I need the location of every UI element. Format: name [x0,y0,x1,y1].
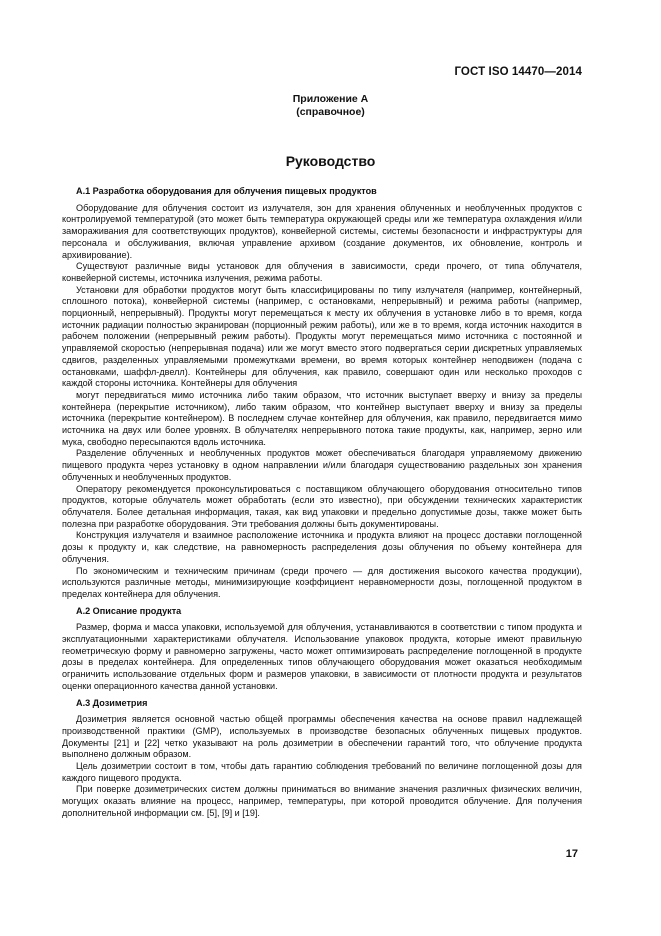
paragraph: Цель дозиметрии состоит в том, чтобы дать гарантию соблюдения требований по величине поглощенной дозы для каждого пищевого продукта. [62,761,582,783]
annex-note: (справочное) [296,106,365,118]
document-body [62,186,582,820]
paragraph: Оборудование для облучения состоит из излучателя, зон для хранения облученных и необлученных продуктов с контролируемой температурой (это может быть температура окружающей среды или же температура охлаждения и/или замораживания для соответствующих продуктов), конвейерной системы, системы безопасности и инфраструктуры для персонала и обслуживания, включая управление архивом (создание документов, их обновление, контроль и архивирование). [62,202,582,260]
paragraph: Установки для обработки продуктов могут быть классифицированы по типу излучателя (например, контейнерный, сплошного потока), конвейерной системы (например, с остановками, непрерывный) и режима работы (например, порционный, непрерывный). Продукты могут перемещаться к месту их облучения в установке либо в то время, когда источник радиации полностью экранирован (порционный режим работы), или же в то время, когда источник находится в рабочем положении (непрерывный режим работы). Продукты могут перемещаться мимо источника с постоянной и управляемой скоростью (непрерывная подача) или же могут вместо этого подвергаться серии дискретных управляемых сдвигов, разделенных управляемыми промежутками времени, во время которых контейнер неподвижен (подача с остановками, шаффл-двелл). Контейнеры для облучения, как правило, совершают один или несколько проходов с каждой стороны источника. Контейнеры для облучения [62,284,582,389]
paragraph: Размер, форма и масса упаковки, используемой для облучения, устанавливаются в соответствии с типом продукта и эксплуатационными характеристиками облучателя. Использование упаковок продукта, которые имеют правильную геометрическую форму и равномерно загружены, часто может оптимизировать распределение поглощенной в продукте дозы в пределах контейнера. Для определенных типов облучающего оборудования может оказаться необходимым ограничить использование отдельных форм и размеров упаковки, в зависимости от плотности продукта и результатов оценки операционного качества данной установки. [62,622,582,691]
page-number: 17 [565,848,578,860]
paragraph: Дозиметрия является основной частью общей программы обеспечения качества на основе правил надлежащей производственной практики (GMP), используемых в производстве безопасных облученных пищевых продуктов. Документы [21] и [22] четко указывают на роль дозиметрии в обеспечении гарантий того, что облучение продукта выполнено должным образом. [62,714,582,760]
paragraph: Существуют различные виды установок для облучения в зависимости, среди прочего, от типа облучателя, конвейерной системы, источника излучения, режима работы. [62,261,582,283]
paragraph: Разделение облученных и необлученных продуктов может обеспечиваться благодаря управляемому движению пищевого продукта через установку в одном направлении и/или благодаря существованию раздельных зон хранения облученных и необлученных продуктов. [62,448,582,482]
paragraph: При поверке дозиметрических систем должны приниматься во внимание значения различных физических величин, могущих оказать влияние на процесс, например, температуры, при которой проводится облучение. Для получения дополнительной информации см. [5], [9] и [19]. [62,784,582,818]
page-title: Руководство [285,153,376,169]
section-heading: А.1 Разработка оборудования для облучения пищевых продуктов [76,186,377,196]
paragraph: По экономическим и техническим причинам (среди прочего — для достижения высокого качества продукции), используются различные методы, минимизирующие коэффициент неравномерности дозы, поглощенной продуктом в пределах контейнера для облучения. [62,565,582,599]
document-id: ГОСТ ISO 14470—2014 [454,66,582,78]
paragraph: могут передвигаться мимо источника либо таким образом, что источник выступает вверху и внизу за пределы контейнера (перекрытие источником), либо таким образом, что контейнер выступает вверху и внизу за пределы источника (перекрытие контейнером). В последнем случае контейнер для облучения, как правило, передвигается мимо источника на двух или более уровнях. В облучателях непрерывного потока такие продукты, как, например, зерно или мука, свободно пересыпаются вдоль источника. [62,389,582,447]
annex-label: Приложение А [292,93,369,105]
paragraph: Оператору рекомендуется проконсультироваться с поставщиком облучающего оборудования относительно типов продуктов, которые облучатель может обработать (если это известно), при обсуждении технических характеристик облучателя. Более детальная информация, такая, как вид упаковки и предельно допустимые дозы, также может быть полезна при разработке оборудования. Эти требования должны быть документированы. [62,483,582,529]
section-heading: А.3 Дозиметрия [76,697,148,708]
paragraph: Конструкция излучателя и взаимное расположение источника и продукта влияют на процесс доставки поглощенной дозы к продукту и, как следствие, на равномерность распределения дозы облучения по объему контейнера для облучения. [62,530,582,564]
section-heading: А.2 Описание продукта [76,605,182,616]
